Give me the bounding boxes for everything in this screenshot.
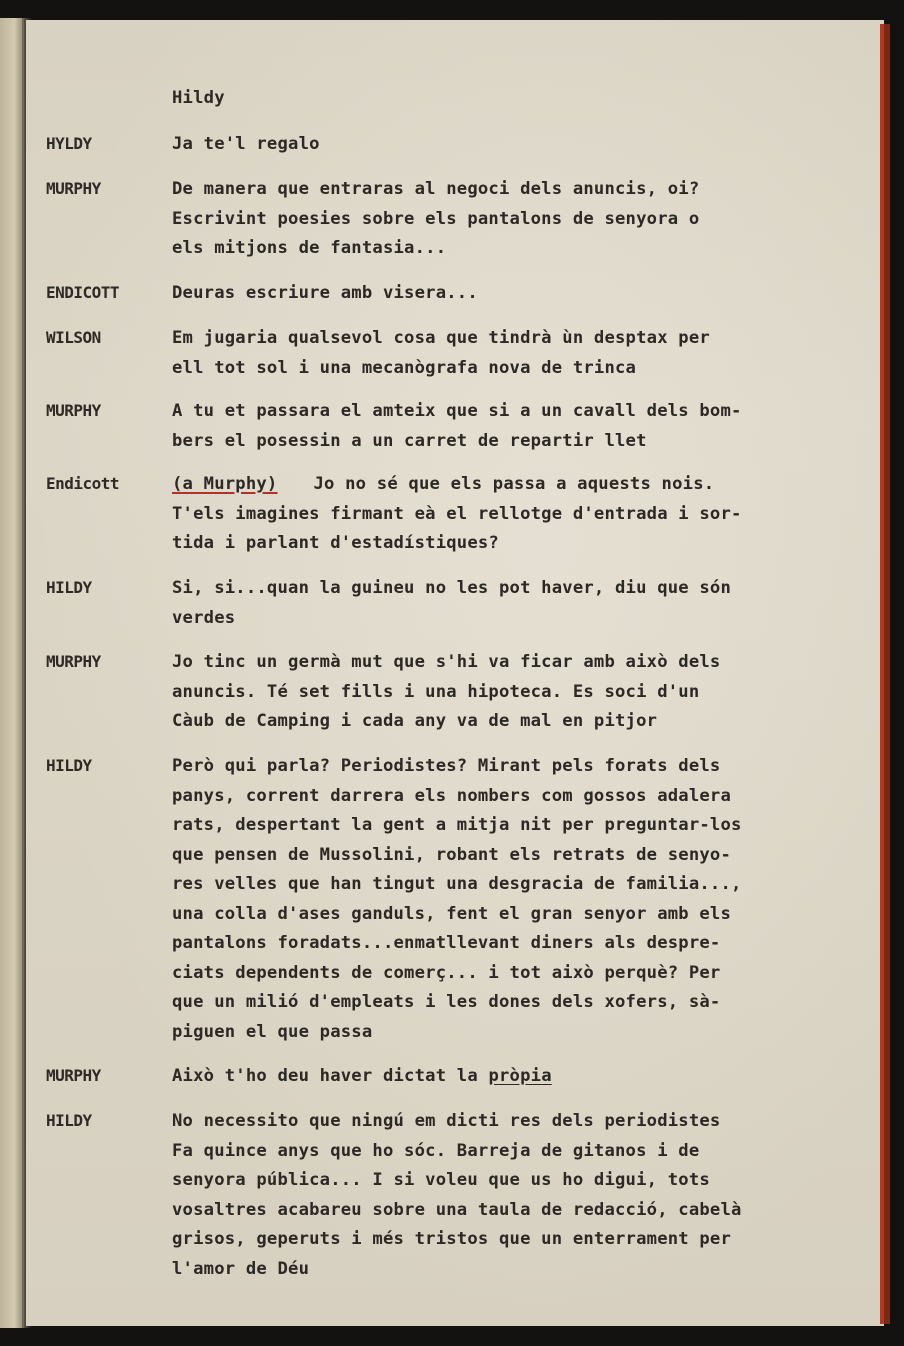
speech-line: rats, despertant la gent a mitja nit per preguntar-los: [172, 815, 742, 835]
speech-line: Hildy: [172, 88, 225, 108]
speech-line: Jo tinc un germà mut que s'hi va ficar amb això dels: [172, 652, 721, 672]
speech-line: piguen el que passa: [172, 1021, 373, 1042]
speech-line: Ja te'l regalo: [172, 134, 320, 154]
speech: [172, 175, 882, 264]
speech-line: No necessito que ningú em dicti res dels periodistes: [172, 1111, 721, 1131]
speech-line: senyora pública... I si voleu que us ho digui, tots: [172, 1170, 710, 1190]
speech: [172, 752, 882, 1047]
speech: [172, 648, 882, 737]
speech-text: Això t'ho deu haver dictat la: [172, 1066, 478, 1086]
speech-line: els mitjons de fantasia...: [172, 238, 447, 258]
speech-line: ell tot sol i una mecanògrafa nova de trinca: [172, 357, 637, 378]
speaker-name: HILDY: [46, 578, 92, 597]
speech-line: Fa quince anys que ho sóc. Barreja de gitanos i de: [172, 1140, 700, 1161]
speech-line: res velles que han tingut una desgracia de familia...,: [172, 874, 742, 894]
speech-line: una colla d'ases ganduls, fent el gran senyor amb els: [172, 903, 732, 924]
speech-line: anuncis. Té set fills i una hipoteca. Es soci d'un: [172, 681, 700, 702]
speaker-name: HILDY: [46, 756, 92, 775]
speaker-name: WILSON: [46, 328, 101, 347]
speaker-name: MURPHY: [46, 401, 101, 420]
speech: [172, 1107, 882, 1284]
speech: [172, 279, 882, 309]
stage-direction: (a Murphy): [172, 474, 278, 494]
speech: [172, 130, 882, 160]
speech: [172, 397, 882, 456]
speech-line: que pensen de Mussolini, robant els retrats de senyo-: [172, 844, 732, 865]
speech-text: Jo no sé que els passa a aquests nois.: [313, 474, 715, 494]
facing-page-edge: [0, 18, 24, 1328]
speech: [172, 470, 882, 559]
speech-line: que un milió d'empleats i les dones dels xofers, sà-: [172, 992, 721, 1012]
speaker-name: Endicott: [46, 474, 120, 493]
speech-line: A tu et passara el amteix que si a un cavall dels bom-: [172, 401, 742, 421]
speech-line: verdes: [172, 607, 236, 628]
speech-line: T'els imagines firmant eà el rellotge d'entrada i sor-: [172, 503, 742, 524]
speech-line: [172, 470, 882, 500]
speech-line: l'amor de Déu: [172, 1258, 310, 1279]
speech-line: tida i parlant d'estadístiques?: [172, 533, 499, 553]
speech-line: pantalons foradats...enmatllevant diners als despre-: [172, 933, 721, 953]
speech: [172, 84, 882, 114]
speaker-name: MURPHY: [46, 1066, 101, 1085]
speech-line: De manera que entraras al negoci dels anuncis, oi?: [172, 179, 700, 199]
speech: [172, 324, 882, 383]
page-edge-binding-shadow: [884, 24, 890, 1324]
speech-line: Però qui parla? Periodistes? Mirant pels forats dels: [172, 756, 721, 776]
speaker-name: HYLDY: [46, 134, 92, 153]
speech: [172, 574, 882, 633]
speaker-name: HILDY: [46, 1111, 92, 1130]
speech-line: Deuras escriure amb visera...: [172, 283, 478, 303]
speech-line: Em jugaria qualsevol cosa que tindrà ùn desptax per: [172, 328, 710, 348]
speech-line: [172, 1062, 882, 1092]
speech-line: bers el posessin a un carret de repartir llet: [172, 430, 647, 451]
underlined-word: pròpia: [488, 1066, 552, 1086]
speaker-name: ENDICOTT: [46, 283, 120, 302]
speaker-name: MURPHY: [46, 179, 101, 198]
speech-line: Escrivint poesies sobre els pantalons de senyora o: [172, 208, 700, 229]
speech-line: ciats dependents de comerç... i tot això perquè? Per: [172, 962, 721, 983]
speech: [172, 1062, 882, 1092]
speech-line: grisos, geperuts i més tristos que un enterrament per: [172, 1229, 732, 1249]
speech-line: panys, corrent darrera els nombers com gossos adalera: [172, 785, 732, 806]
speech-line: Si, si...quan la guineu no les pot haver, diu que són: [172, 578, 732, 598]
speech-line: vosaltres acabareu sobre una taula de redacció, cabelà: [172, 1199, 742, 1220]
speech-line: Càub de Camping i cada any va de mal en pitjor: [172, 711, 658, 731]
speaker-name: MURPHY: [46, 652, 101, 671]
